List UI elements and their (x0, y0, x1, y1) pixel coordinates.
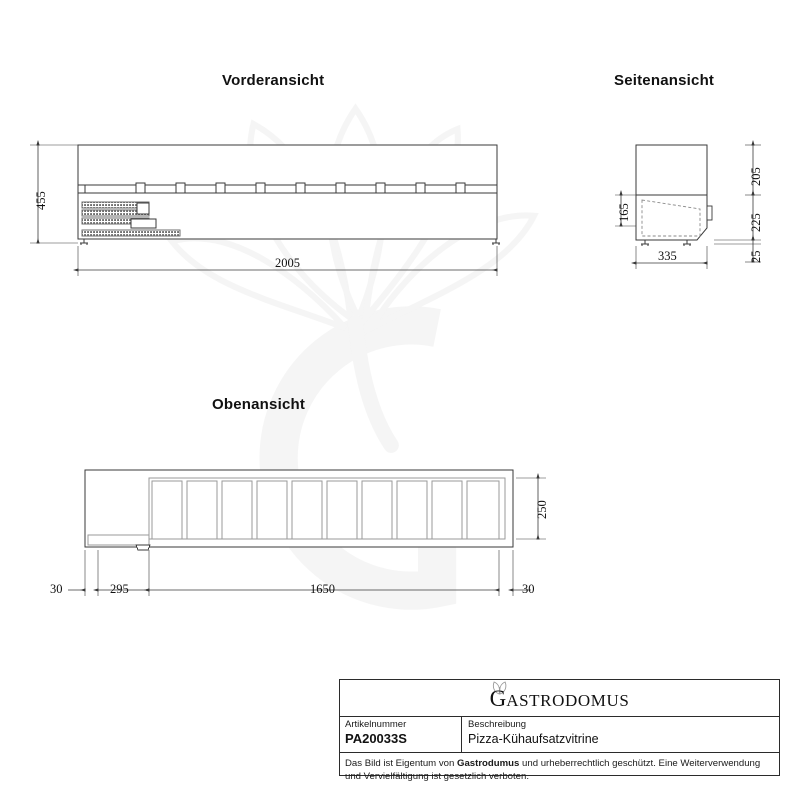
article-number-cell (340, 717, 462, 752)
description-cell (462, 717, 779, 752)
copyright-note (340, 753, 779, 783)
dim-front-width: 2005 (275, 256, 300, 270)
title-block-logo-row (340, 680, 779, 717)
title-block-fields (340, 717, 779, 753)
side-view-drawing (636, 145, 712, 246)
top-view-title: Obenansicht (212, 396, 306, 413)
wheat-sprout-icon (492, 681, 508, 695)
brand-logo (490, 687, 630, 710)
title-block (339, 679, 780, 782)
dim-top-left-edge: 30 (50, 582, 63, 596)
copyright-brand: Gastrodumus (456, 758, 520, 769)
dim-top-depth: 250 (535, 500, 549, 519)
dim-front-height: 455 (34, 191, 48, 210)
front-pan-dividers (136, 183, 465, 193)
dim-top-pan-area: 1650 (310, 582, 335, 596)
description-value: Pizza-Kühaufsatzvitrine (468, 732, 599, 746)
brand-lead: G (489, 686, 507, 711)
dim-top-compressor-bay: 295 (110, 582, 129, 596)
side-view-title: Seitenansicht (614, 72, 715, 89)
dim-side-foot: 25 (749, 250, 763, 263)
side-feet (641, 240, 691, 246)
dim-top-right-edge: 30 (522, 582, 535, 596)
front-view-drawing (78, 145, 500, 245)
front-feet (80, 239, 500, 245)
top-view-drawing (85, 470, 513, 550)
article-number-value: PA20033S (345, 731, 407, 746)
dim-side-depth: 335 (658, 249, 677, 263)
brand-rest: ASTRODOMUS (506, 691, 630, 710)
copyright-text-line2: und Vervielfältigung ist gesetzlich verboten. (345, 771, 529, 782)
dim-side-upper: 205 (749, 167, 763, 186)
dim-side-middle: 225 (749, 213, 763, 232)
front-view-title: Vorderansicht (222, 72, 325, 89)
copyright-text-a: Das Bild ist Eigentum von (345, 758, 457, 769)
article-number-label: Artikelnummer (345, 719, 407, 730)
description-label: Beschreibung (468, 719, 527, 730)
dim-side-glass-height: 165 (617, 203, 631, 222)
copyright-text-c: und urheberrechtlich geschützt. Eine Weiterverwendung (519, 758, 761, 769)
